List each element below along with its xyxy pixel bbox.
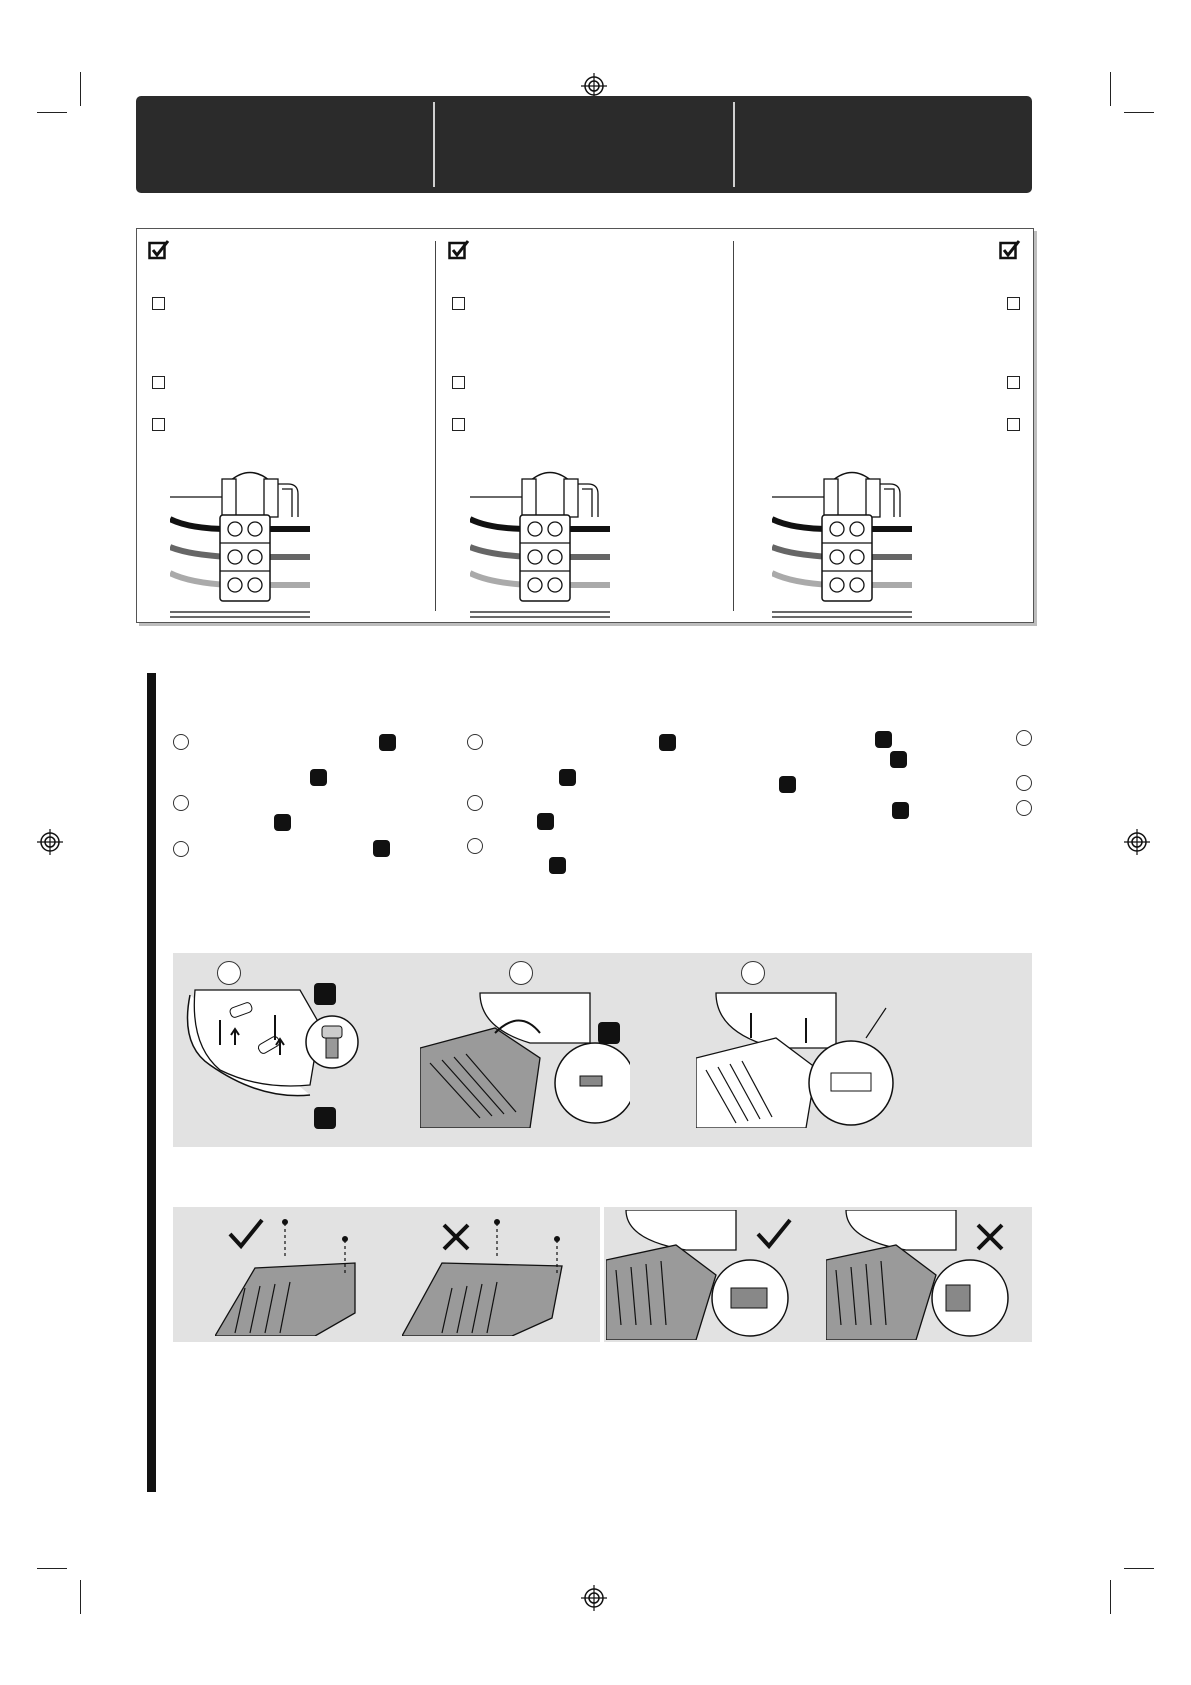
reference-badge [274, 814, 291, 831]
step-circle [509, 961, 533, 985]
header-column-text [136, 102, 433, 118]
step-circle [467, 838, 483, 854]
step-circle [1016, 800, 1032, 816]
step-circle [1016, 730, 1032, 746]
reference-badge [890, 751, 907, 768]
reference-badge [598, 1022, 620, 1044]
registration-mark-icon [1124, 829, 1150, 855]
checklist-column [435, 229, 733, 622]
reference-badge [892, 802, 909, 819]
checkbox[interactable] [152, 376, 165, 389]
terminal-block-wiring-diagram [470, 469, 620, 619]
blade-incorrect-illustration [402, 1218, 572, 1336]
crop-mark [37, 112, 67, 113]
checkbox-checked-icon [999, 239, 1021, 261]
crop-mark [37, 1568, 67, 1569]
check-correct-icon [756, 1218, 792, 1250]
cross-incorrect-icon [975, 1222, 1005, 1252]
checkbox[interactable] [152, 418, 165, 431]
reference-badge [875, 731, 892, 748]
checklist-column [137, 229, 435, 622]
reference-badge [659, 734, 676, 751]
step-circle [173, 795, 189, 811]
header-column-text [735, 102, 1032, 118]
reference-badge [314, 1107, 336, 1129]
checkbox[interactable] [452, 418, 465, 431]
step-circle [1016, 775, 1032, 791]
registration-mark-icon [37, 829, 63, 855]
checkbox[interactable] [452, 376, 465, 389]
checklist-box [136, 228, 1034, 623]
header-column [735, 102, 1032, 187]
screw-detail-icon [304, 1014, 360, 1070]
step-circle [467, 734, 483, 750]
crop-mark [80, 72, 81, 106]
step-circle [173, 734, 189, 750]
checkbox[interactable] [1007, 418, 1020, 431]
reference-badge [314, 983, 336, 1005]
reference-badge [310, 769, 327, 786]
reference-badge [373, 840, 390, 857]
reference-badge [779, 776, 796, 793]
blade-attach-illustration [420, 988, 630, 1128]
checkbox-checked-icon [448, 239, 470, 261]
blade-screw-illustration [696, 988, 896, 1128]
step-circle [173, 841, 189, 857]
blade-correct-illustration [215, 1218, 365, 1336]
reference-badge [559, 769, 576, 786]
header-column [435, 102, 734, 187]
header-column [136, 102, 435, 187]
checkbox[interactable] [1007, 376, 1020, 389]
step-circle [467, 795, 483, 811]
reference-badge [549, 857, 566, 874]
reference-badge [379, 734, 396, 751]
step-circle [217, 961, 241, 985]
terminal-block-wiring-diagram [170, 469, 320, 619]
checklist-column [733, 229, 1033, 622]
checkbox[interactable] [452, 297, 465, 310]
terminal-block-wiring-diagram [772, 469, 922, 619]
checkbox[interactable] [1007, 297, 1020, 310]
reference-badge [537, 813, 554, 830]
crop-mark [1124, 112, 1154, 113]
registration-mark-icon [581, 1585, 607, 1611]
header-column-text [435, 102, 732, 118]
crop-mark [1124, 1568, 1154, 1569]
checkbox[interactable] [152, 297, 165, 310]
crop-mark [1110, 1580, 1111, 1614]
step-circle [741, 961, 765, 985]
section-rule [147, 673, 156, 1492]
header-bar [136, 96, 1032, 193]
crop-mark [80, 1580, 81, 1614]
crop-mark [1110, 72, 1111, 106]
checkbox-checked-icon [148, 239, 170, 261]
